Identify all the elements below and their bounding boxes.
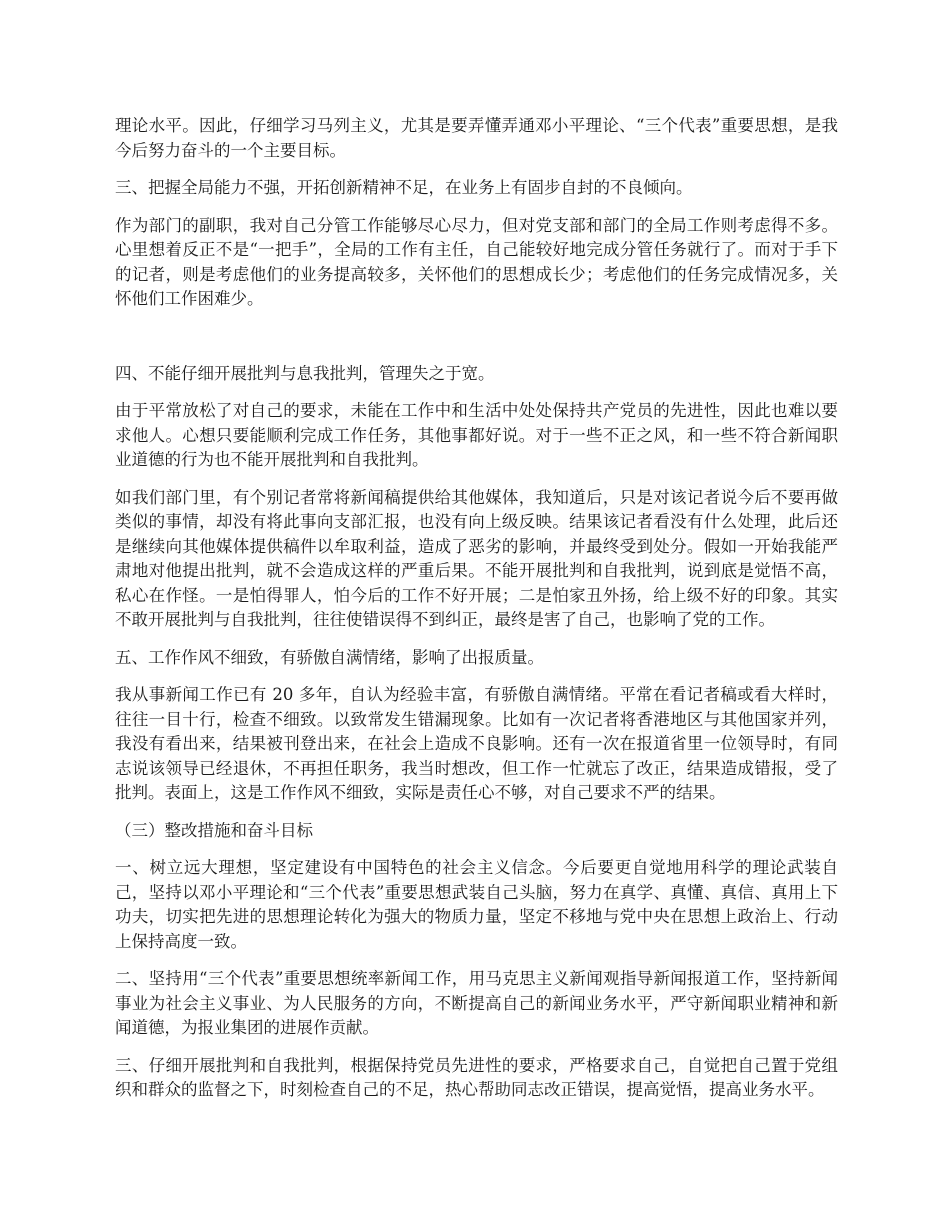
section-heading-measures: （三）整改措施和奋斗目标 xyxy=(115,820,313,840)
paragraph-2: 作为部门的副职，我对自己分管工作能够尽心尽力，但对党支部和部门的全局工作则考虑得不多。心里想着反正不是“一把手”，全局的工作有主任，自己能较好地完成分管任务就行了。而对于手下的记者，则是考虑他们的业务提高较多，关怀他们的思想成长少；考虑他们的任务完成情况多，关怀他们工作困难少。 xyxy=(115,215,838,308)
heading-item-4: 四、不能仔细开展批判与息我批判，管理失之于宽。 xyxy=(115,363,495,383)
heading-item-5: 五、工作作风不细致，有骄傲自满情绪，影响了出报质量。 xyxy=(115,647,544,667)
measure-2: 二、坚持用“三个代表”重要思想统率新闻工作，用马克思主义新闻观指导新闻报道工作，坚持新闻事业为社会主义事业、为人民服务的方向，不断提高自己的新闻业务水平，严守新闻职业精神和新闻道德，为报业集团的进展作贡献。 xyxy=(115,969,838,1037)
measure-1: 一、树立远大理想，坚定建设有中国特色的社会主义信念。今后要更自觉地用科学的理论武装自己，坚持以邓小平理论和“三个代表”重要思想武装自己头脑，努力在真学、真懂、真信、真用上下功夫，切实把先进的思想理论转化为强大的物质力量，坚定不移地与党中央在思想上政治上、行动上保持高度一致。 xyxy=(115,858,838,951)
heading-item-3: 三、把握全局能力不强，开拓创新精神不足，在业务上有固步自封的不良倾向。 xyxy=(115,178,693,197)
paragraph-1: 理论水平。因此，仔细学习马列主义，尤其是要弄懂弄通邓小平理论、“三个代表”重要思想，是我今后努力奋斗的一个主要目标。 xyxy=(115,116,838,160)
blank-gap xyxy=(115,325,838,362)
paragraph-4: 如我们部门里，有个别记者常将新闻稿提供给其他媒体，我知道后，只是对该记者说今后不要再做类似的事情，却没有将此事向支部汇报，也没有向上级反映。结果该记者看没有什么处理，此后还是继续向其他媒体提供稿件以牟取利益，造成了恶劣的影响，并最终受到处分。假如一开始我能严肃地对他提出批判，就不会造成这样的严重后果。不能开展批判和自我批判，说到底是觉悟不高，私心在作怪。一是怕得罪人，怕今后的工作不好开展；二是怕家丑外扬，给上级不好的印象。其实不敢开展批判与自我批判，往往使错误得不到纠正，最终是害了自己，也影响了党的工作。 xyxy=(115,487,838,629)
paragraph-5: 我从事新闻工作已有 20 多年，自认为经验丰富，有骄傲自满情绪。平常在看记者稿或看大样时，往往一目十行，检查不细致。以致常发生错漏现象。比如有一次记者将香港地区与其他国家并列，我没有看出来，结果被刊登出来，在社会上造成不良影响。还有一次在报道省里一位领导时，有同志说该领导已经退休，不再担任职务，我当时想改，但工作一忙就忘了改正，结果造成错报，受了批判。表面上，这是工作作风不细致，实际是责任心不够，对自己要求不严的结果。 xyxy=(115,685,838,802)
paragraph-3: 由于平常放松了对自己的要求，未能在工作中和生活中处处保持共产党员的先进性，因此也难以要求他人。心想只要能顺利完成工作任务，其他事都好说。对于一些不正之风，和一些不符合新闻职业道德的行为也不能开展批判和自我批判。 xyxy=(115,401,838,469)
measure-3: 三、仔细开展批判和自我批判，根据保持党员先进性的要求，严格要求自己，自觉把自己置于党组织和群众的监督之下，时刻检查自己的不足，热心帮助同志改正错误，提高觉悟，提高业务水平。 xyxy=(115,1055,838,1099)
